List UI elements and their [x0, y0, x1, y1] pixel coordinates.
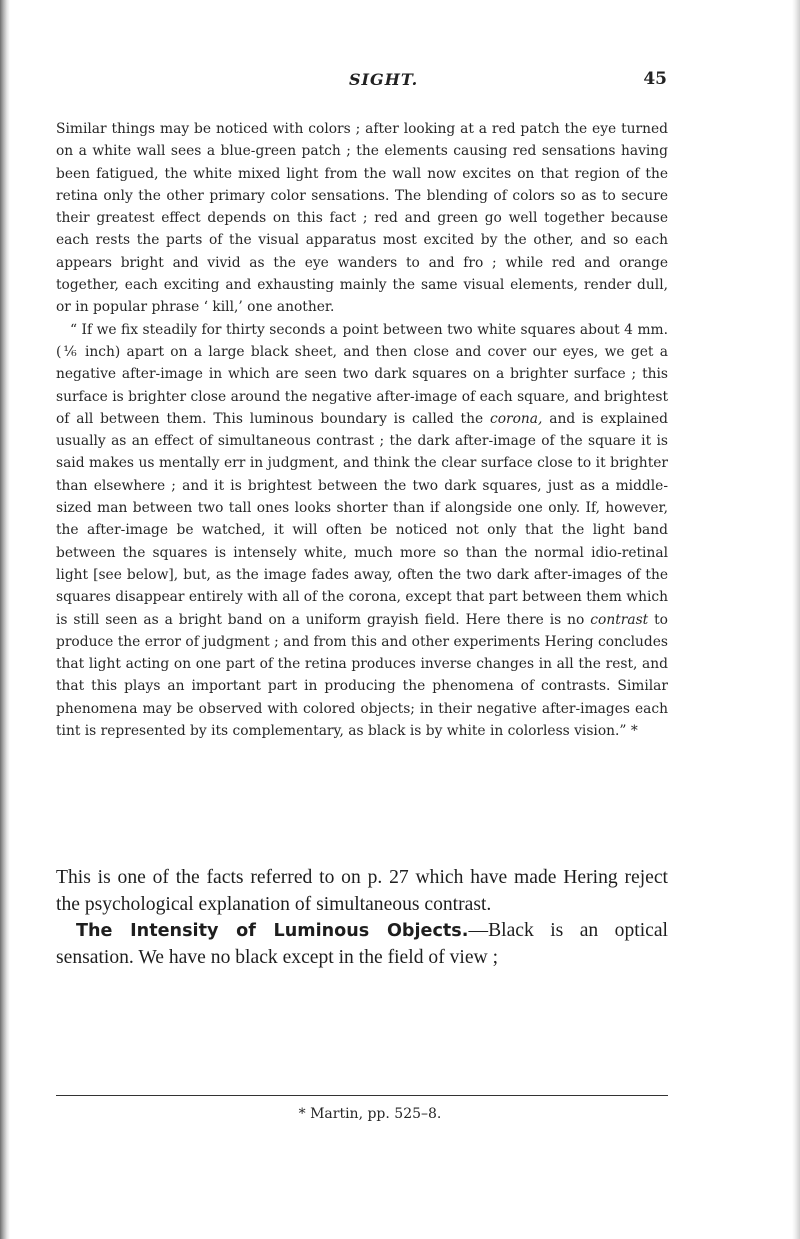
- section-text: —Black is an optical sensation. We have no black except in the field of view ;: [56, 920, 669, 968]
- body-paragraph-2: [56, 319, 668, 743]
- running-head: [0, 70, 800, 100]
- term-contrast: contrast: [590, 611, 649, 628]
- paragraph-2-text-3: to produce the error of judgment ; and from this and other experiments Hering concludes that light acting on one part of the retina produces inverse changes in all the rest, and that this plays an important part in producing the phenomena of contrasts. Similar phenomena may be observed with colored objects; in their negative after-images each tint is represented by its complementary, as black is by white in colorless vision.” *: [56, 611, 668, 740]
- running-title: SIGHT.: [349, 70, 419, 89]
- body-paragraph-1: Similar things may be noticed with colors ; after looking at a red patch the eye turned on a white wall sees a blue-green patch ; the elements causing red sensations having been fatigued, the white mixed light from the wall now excites on that region of the retina only the other primary color sensations. The blending of colors so as to secure their greatest effect depends on this fact ; red and green go well together because each rests the parts of the visual apparatus most excited by the other, and so each appears bright and vivid as the eye wanders to and fro ; while red and orange together, each exciting and exhausting mainly the same visual elements, render dull, or in popular phrase ‘ kill,’ one another.: [56, 121, 668, 316]
- large-paragraph-1: This is one of the facts referred to on p. 27 which have made Hering reject the psychological explanation of simultaneous contrast.: [56, 867, 668, 915]
- large-print-section: [56, 865, 668, 971]
- page-number: 45: [643, 69, 667, 89]
- section-heading: The Intensity of Luminous Objects.: [76, 921, 469, 941]
- page-edge-shadow-left: [0, 0, 10, 1239]
- footnote: [0, 1106, 800, 1122]
- term-corona: corona,: [489, 410, 543, 427]
- paragraph-2-text-2: and is explained usually as an effect of simultaneous contrast ; the dark after-image of the square it is said makes us mentally err in judgment, and think the clear surface close to it brighter than elsewhere ; and it is brightest between the two dark squares, just as a middle-sized man between two tall ones looks shorter than if alongside one only. If, however, the after-image be watched, it will often be noticed not only that the light band between the squares is intensely white, much more so than the normal idio-retinal light [see below], but, as the image fades away, often the two dark after-images of the squares disappear entirely with all of the corona, except that part between them which is still seen as a bright band on a uniform grayish field. Here there is no: [56, 410, 669, 628]
- footnote-text: * Martin, pp. 525–8.: [298, 1106, 442, 1122]
- paragraph-2-text-1: “ If we fix steadily for thirty seconds a point between two white squares about 4 mm. (⅙ inch) apart on a large black sheet, and then close and cover our eyes, we get a negative after-image in which are seen two dark squares on a brighter surface ; this surface is brighter close around the negative after-image of each square, and brightest of all between them. This luminous boundary is called the: [56, 321, 668, 427]
- footnote-rule: [56, 1095, 668, 1096]
- body-text: [56, 118, 668, 742]
- page-edge-shadow-right: [792, 0, 800, 1239]
- section-paragraph: [56, 918, 668, 971]
